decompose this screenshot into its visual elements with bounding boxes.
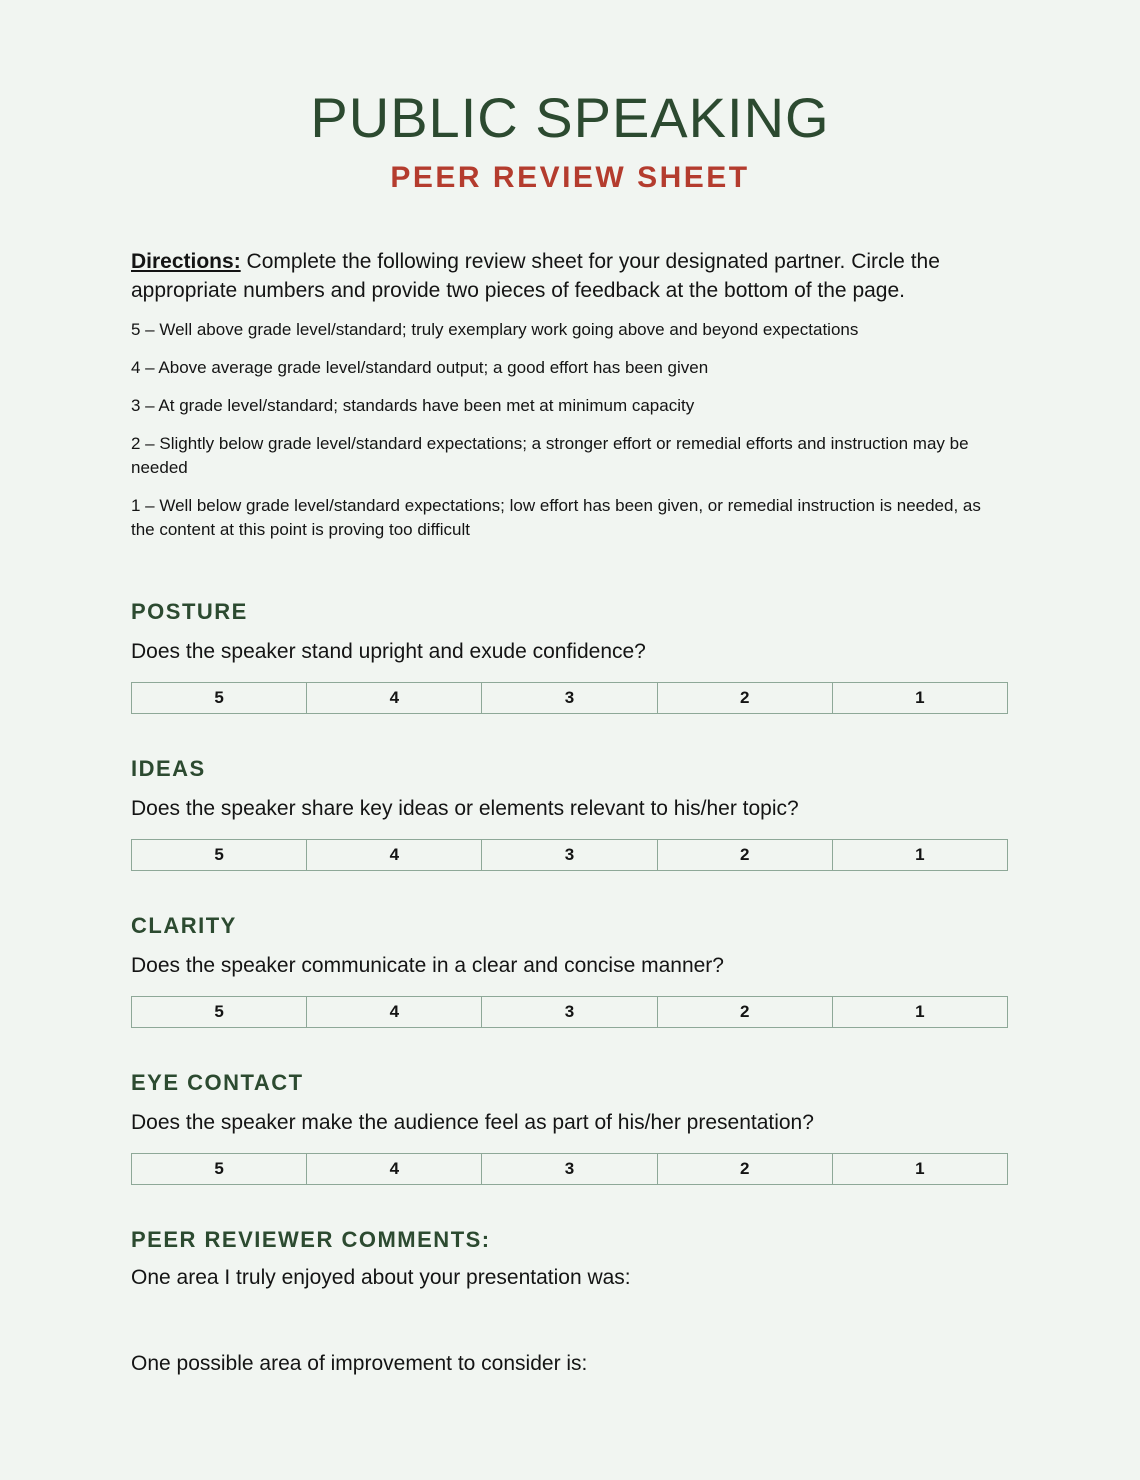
directions-label: Directions: [131, 250, 241, 273]
rating-option-2[interactable]: 2 [658, 997, 833, 1027]
grading-level-1: 1 – Well below grade level/standard expectations; low effort has been given, or remedial instruction is needed, as the content at this point is proving too difficult [131, 496, 981, 539]
rating-option-4[interactable]: 4 [307, 840, 482, 870]
rating-option-2[interactable]: 2 [658, 840, 833, 870]
grading-level-5: 5 – Well above grade level/standard; truly exemplary work going above and beyond expectations [131, 320, 859, 339]
section-question: Does the speaker make the audience feel as part of his/her presentation? [131, 1111, 814, 1134]
rating-option-3[interactable]: 3 [482, 1154, 657, 1184]
page-title: PUBLIC SPEAKING [310, 86, 830, 149]
rating-table-clarity [131, 996, 1008, 1028]
grading-level-3: 3 – At grade level/standard; standards have been met at minimum capacity [131, 396, 695, 415]
section-question: Does the speaker communicate in a clear and concise manner? [131, 954, 724, 977]
rating-option-3[interactable]: 3 [482, 997, 657, 1027]
grading-level-2: 2 – Slightly below grade level/standard expectations; a stronger effort or remedial efforts and instruction may be needed [131, 434, 969, 477]
rating-table-eye-contact [131, 1153, 1008, 1185]
section-heading: EYE CONTACT [131, 1070, 304, 1095]
section-clarity [131, 912, 1008, 1028]
comment-prompt-enjoyed: One area I truly enjoyed about your presentation was: [131, 1266, 631, 1289]
rating-option-1[interactable]: 1 [915, 688, 925, 707]
rating-option-5[interactable]: 5 [132, 683, 307, 713]
section-posture [131, 598, 1008, 714]
peer-reviewer-comments [131, 1226, 1008, 1378]
rating-option-1[interactable]: 1 [915, 1002, 925, 1021]
rating-option-3[interactable]: 3 [482, 683, 657, 713]
rating-option-5[interactable]: 5 [132, 997, 307, 1027]
rating-option-3[interactable]: 3 [482, 840, 657, 870]
rating-option-4[interactable]: 4 [307, 683, 482, 713]
section-heading: POSTURE [131, 599, 248, 624]
directions-text: Complete the following review sheet for your designated partner. Circle the appropriate numbers and provide two pieces of feedback at the bottom of the page. [131, 250, 940, 302]
directions-paragraph [131, 247, 1008, 305]
grading-level-4: 4 – Above average grade level/standard output; a good effort has been given [131, 358, 709, 377]
grading-scale-list [131, 318, 1008, 556]
section-question: Does the speaker share key ideas or elements relevant to his/her topic? [131, 797, 799, 820]
page-subtitle: PEER REVIEW SHEET [390, 161, 750, 194]
rating-option-5[interactable]: 5 [132, 840, 307, 870]
section-heading: IDEAS [131, 756, 206, 781]
rating-option-1[interactable]: 1 [915, 845, 925, 864]
section-heading: CLARITY [131, 913, 237, 938]
rating-option-1[interactable]: 1 [915, 1159, 925, 1178]
section-ideas [131, 755, 1008, 871]
rating-option-5[interactable]: 5 [132, 1154, 307, 1184]
rating-table-ideas [131, 839, 1008, 871]
rating-option-4[interactable]: 4 [307, 1154, 482, 1184]
section-question: Does the speaker stand upright and exude confidence? [131, 640, 646, 663]
rating-table-posture [131, 682, 1008, 714]
section-eye-contact [131, 1069, 1008, 1185]
comments-heading: PEER REVIEWER COMMENTS: [131, 1227, 491, 1252]
rating-option-2[interactable]: 2 [658, 1154, 833, 1184]
rating-option-4[interactable]: 4 [307, 997, 482, 1027]
rating-option-2[interactable]: 2 [658, 683, 833, 713]
comment-prompt-improvement: One possible area of improvement to consider is: [131, 1352, 588, 1375]
